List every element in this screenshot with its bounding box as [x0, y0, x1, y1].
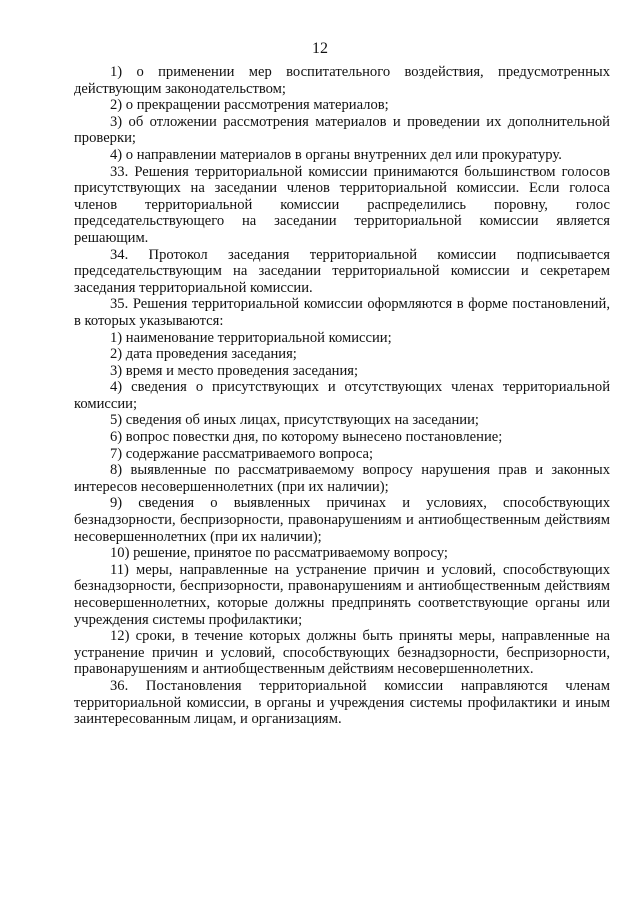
paragraph-clause-33: 33. Решения территориальной комиссии принимаются большинством голосов присутствующих на заседании членов территориальной комиссии. Если голоса членов территориальной комиссии распределились поровну, голос председательствующего на заседании территориальной комиссии является решающим.: [74, 163, 610, 246]
paragraph-subitem-2: 2) дата проведения заседания;: [110, 346, 297, 363]
paragraph-subitem-9: 9) сведения о выявленных причинах и условиях, способствующих безнадзорности, беспризорности, правонарушениям и антиобщественным действиям несовершеннолетних (при их наличии);: [74, 495, 610, 545]
paragraph-item-3: 3) об отложении рассмотрения материалов и проведении их дополнительной проверки;: [74, 113, 610, 147]
page-number: 12: [312, 40, 328, 57]
document-body: [74, 64, 610, 728]
paragraph-subitem-3: 3) время и место проведения заседания;: [110, 362, 359, 379]
paragraph-clause-34: 34. Протокол заседания территориальной комиссии подписывается председательствующим на заседании территориальной комиссии и секретарем заседания территориальной комиссии.: [74, 246, 610, 296]
paragraph-item-4: 4) о направлении материалов в органы внутренних дел или прокуратуру.: [110, 146, 562, 163]
paragraph-subitem-1: 1) наименование территориальной комиссии;: [110, 329, 392, 346]
paragraph-clause-35: 35. Решения территориальной комиссии оформляются в форме постановлений, в которых указываются:: [74, 296, 610, 329]
paragraph-clause-36: 36. Постановления территориальной комиссии направляются членам территориальной комиссии, в органы и учреждения системы профилактики и иным заинтересованным лицам, и организациям.: [74, 677, 610, 728]
paragraph-subitem-4: 4) сведения о присутствующих и отсутствующих членах территориальной комиссии;: [74, 379, 610, 412]
paragraph-item-1: 1) о применении мер воспитательного воздействия, предусмотренных действующим законодательством;: [74, 64, 610, 97]
paragraph-subitem-5: 5) сведения об иных лицах, присутствующих на заседании;: [110, 412, 479, 429]
paragraph-subitem-10: 10) решение, принятое по рассматриваемому вопросу;: [110, 545, 448, 562]
paragraph-subitem-7: 7) содержание рассматриваемого вопроса;: [110, 445, 374, 462]
paragraph-subitem-11: 11) меры, направленные на устранение причин и условий, способствующих безнадзорности, беспризорности, правонарушениям и антиобщественным действиям несовершеннолетних, которые должны предпринять соответствующие органы или учреждения системы профилактики;: [74, 561, 610, 628]
paragraph-subitem-6: 6) вопрос повестки дня, по которому вынесено постановление;: [110, 429, 503, 446]
paragraph-subitem-12: 12) сроки, в течение которых должны быть приняты меры, направленные на устранение причин и условий, способствующих безнадзорности, беспризорности, правонарушениям и антиобщественным действиям несовершеннолетних.: [74, 628, 610, 678]
paragraph-subitem-8: 8) выявленные по рассматриваемому вопросу нарушения прав и законных интересов несовершеннолетних (при их наличии);: [74, 462, 610, 495]
paragraph-item-2: 2) о прекращении рассмотрения материалов;: [110, 97, 389, 114]
